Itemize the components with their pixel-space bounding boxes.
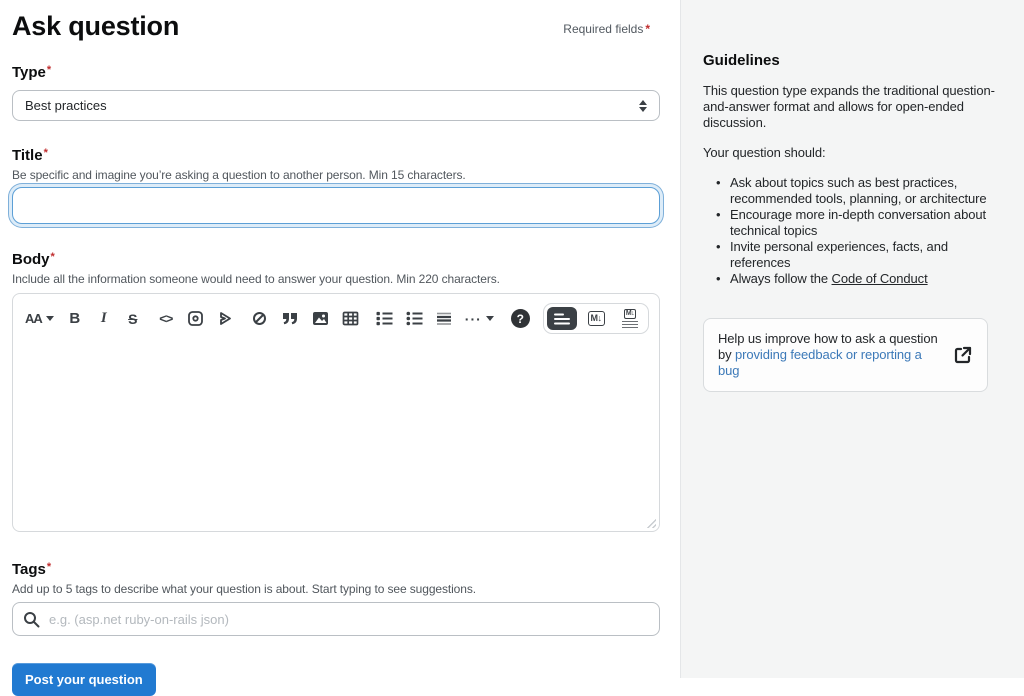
split-view-icon: M↓ <box>622 309 638 329</box>
search-icon <box>23 611 40 628</box>
guidelines-list <box>703 175 1000 287</box>
guidelines-intro: This question type expands the traditional question-and-answer format and allows for open-ended discussion. <box>703 83 995 130</box>
ordered-list-button[interactable] <box>376 309 393 329</box>
required-fields-note: Required fields * <box>563 22 650 36</box>
editor-toolbar <box>13 294 659 340</box>
table-icon <box>342 311 359 326</box>
title-description: Be specific and imagine you’re asking a question to another person. Min 15 characters. <box>12 168 466 182</box>
select-updown-icon <box>639 100 647 112</box>
guidelines-title: Guidelines <box>703 52 780 69</box>
italic-button[interactable] <box>96 309 112 329</box>
horizontal-rule-icon <box>436 311 452 326</box>
page-title: Ask question <box>12 11 180 41</box>
title-input[interactable] <box>12 187 660 224</box>
image-icon <box>312 311 329 326</box>
code-of-conduct-link[interactable]: Code of Conduct <box>831 271 928 286</box>
body-editor-content[interactable] <box>13 340 659 531</box>
code-snippet-button[interactable] <box>217 309 234 329</box>
ordered-list-icon <box>376 311 393 326</box>
more-formatting-button[interactable] <box>465 309 494 329</box>
markdown-mode-button[interactable] <box>581 307 611 330</box>
markdown-icon: M↓ <box>588 311 605 326</box>
tags-description: Add up to 5 tags to describe what your question is about. Start typing to see suggestions. <box>12 582 476 596</box>
strikethrough-icon: S <box>128 310 138 327</box>
feedback-text: Help us improve how to ask a question by providing feedback or reporting a bug <box>718 331 938 378</box>
body-label: Body* <box>12 251 55 268</box>
guidelines-sidebar <box>680 0 1024 678</box>
required-asterisk: * <box>645 22 650 36</box>
tags-input-wrapper <box>12 602 660 636</box>
list-item: • Always follow the Code of Conduct <box>703 271 1000 287</box>
text-style-icon: AA <box>25 311 42 326</box>
italic-icon: I <box>100 310 107 326</box>
required-asterisk: * <box>43 147 48 159</box>
body-description: Include all the information someone would need to answer your question. Min 220 characters. <box>12 272 500 286</box>
rich-text-icon <box>553 312 571 326</box>
chevron-down-icon <box>46 316 54 321</box>
chevron-down-icon <box>486 316 494 321</box>
list-item: • Invite personal experiences, facts, and references <box>703 239 1000 271</box>
guidelines-should-label: Your question should: <box>703 145 826 160</box>
list-item: • Ask about topics such as best practices, recommended tools, planning, or architecture <box>703 175 1000 207</box>
editor-view-toggle <box>543 303 649 334</box>
rich-text-mode-button[interactable] <box>547 307 577 330</box>
body-editor <box>12 293 660 532</box>
code-block-button[interactable] <box>187 309 204 329</box>
title-label: Title* <box>12 147 48 164</box>
text-style-button[interactable] <box>25 309 54 329</box>
code-block-icon <box>187 310 204 327</box>
blockquote-button[interactable] <box>281 309 299 329</box>
tags-input[interactable] <box>49 612 649 627</box>
tags-field <box>12 561 660 636</box>
strikethrough-button[interactable] <box>125 309 141 329</box>
editor-help-button[interactable] <box>511 309 530 329</box>
required-asterisk: * <box>50 251 55 263</box>
inline-code-button[interactable] <box>158 309 174 329</box>
page-header <box>12 10 660 42</box>
title-field <box>12 147 660 224</box>
image-button[interactable] <box>312 309 329 329</box>
help-icon: ? <box>511 309 530 328</box>
unordered-list-button[interactable] <box>406 309 423 329</box>
body-field <box>12 251 660 532</box>
external-link-icon[interactable] <box>953 345 973 365</box>
ellipsis-icon: ··· <box>464 310 482 327</box>
code-snippet-icon <box>217 310 234 327</box>
type-label: Type* <box>12 64 52 81</box>
type-select-value: Best practices <box>25 98 107 113</box>
required-asterisk: * <box>46 64 52 76</box>
type-select[interactable] <box>12 90 660 121</box>
type-field <box>12 64 660 121</box>
inline-code-icon: <> <box>159 311 173 326</box>
required-asterisk: * <box>46 561 52 573</box>
feedback-box <box>703 318 988 392</box>
list-item: • Encourage more in-depth conversation about technical topics <box>703 207 1000 239</box>
bold-button[interactable] <box>67 309 83 329</box>
split-mode-button[interactable] <box>615 307 645 330</box>
post-question-button[interactable]: Post your question <box>12 663 156 696</box>
link-button[interactable] <box>251 309 268 329</box>
table-button[interactable] <box>342 309 359 329</box>
bold-icon: B <box>69 310 81 327</box>
tags-label: Tags* <box>12 561 52 578</box>
feedback-link[interactable]: providing feedback or reporting a bug <box>718 347 922 378</box>
link-icon <box>251 310 268 327</box>
unordered-list-icon <box>406 311 423 326</box>
horizontal-rule-button[interactable] <box>436 309 452 329</box>
blockquote-icon <box>281 311 299 326</box>
